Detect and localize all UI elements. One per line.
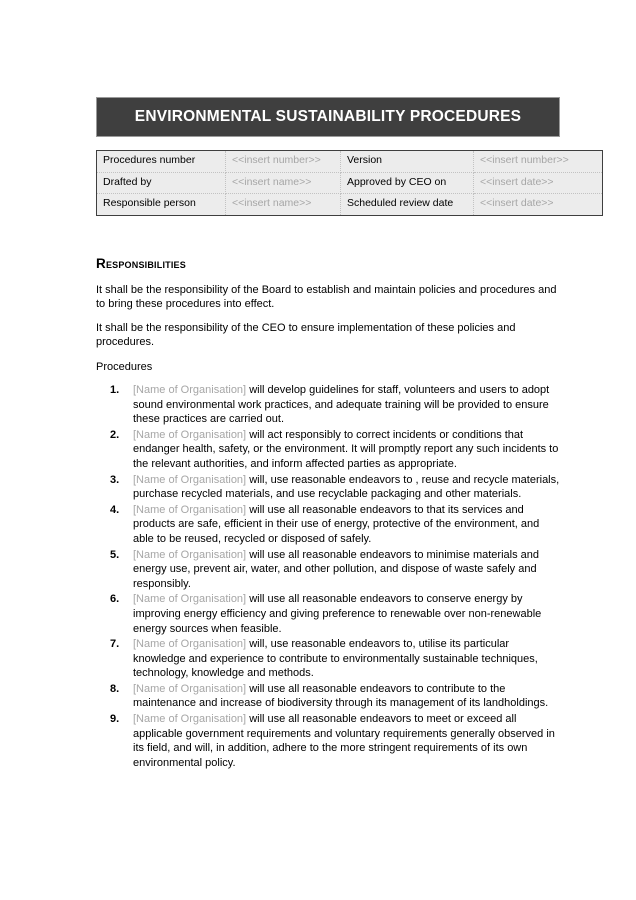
list-item (96, 712, 560, 770)
list-item (96, 428, 560, 472)
metadata-label-procedures-number: Procedures number (97, 151, 226, 173)
list-item (96, 592, 560, 636)
list-item-text: will use all reasonable endeavors to minimise materials and energy use, prevent air, water, and other pollution, and dispose of waste safely and responsibly. (133, 548, 539, 590)
procedures-list (96, 383, 560, 770)
list-item-number: 7. (110, 638, 120, 651)
list-item-text: will use all reasonable endeavors to contribute to the maintenance and increase of biodiversity through its management of its landholdings. (133, 682, 549, 710)
list-item (96, 473, 560, 502)
metadata-value-drafted-by: <<insert name>> (226, 172, 341, 194)
list-item-text: will use all reasonable endeavors to that its services and products are safe, efficient in their use of energy, protective of the environment, and able to be reused, recycled or disposed of safely. (133, 503, 540, 545)
organisation-placeholder: [Name of Organisation] (133, 593, 247, 606)
list-item-number: 8. (110, 682, 120, 695)
list-item (96, 548, 560, 592)
table-row (97, 151, 603, 173)
metadata-table-body (97, 151, 603, 216)
list-item-number: 5. (110, 548, 120, 561)
metadata-label-scheduled-review-date: Scheduled review date (341, 194, 474, 216)
list-item (96, 503, 560, 547)
list-item-text: will, use reasonable endeavors to , reuse and recycle materials, purchase recycled materials, and use recyclable packaging and other materials. (133, 473, 560, 501)
list-item (96, 637, 560, 681)
organisation-placeholder: [Name of Organisation] (133, 384, 247, 396)
list-item-number: 4. (110, 503, 120, 516)
table-row (97, 172, 603, 194)
procedures-label: Procedures (96, 360, 153, 373)
table-row (97, 194, 603, 216)
organisation-placeholder: [Name of Organisation] (133, 548, 247, 561)
document-content (96, 97, 569, 771)
list-item-text: will develop guidelines for staff, volunteers and users to adopt sound environmental work practices, and adequate training will be provided to ensure these practices are carried out. (133, 384, 550, 426)
list-item-text: will use all reasonable endeavors to conserve energy by improving energy efficiency and giving preference to renewable over non-renewable energy sources when feasible. (133, 593, 542, 635)
list-item-number: 2. (110, 428, 120, 441)
organisation-placeholder: [Name of Organisation] (133, 682, 247, 695)
responsibility-paragraph-board: It shall be the responsibility of the Board to establish and maintain policies and procedures and to bring these procedures into effect. (96, 283, 557, 310)
metadata-label-responsible-person: Responsible person (97, 194, 226, 216)
metadata-label-version: Version (341, 151, 474, 173)
organisation-placeholder: [Name of Organisation] (133, 503, 247, 516)
responsibility-paragraph-ceo: It shall be the responsibility of the CEO to ensure implementation of these policies and procedures. (96, 321, 516, 348)
list-item-number: 6. (110, 593, 120, 606)
metadata-label-approved-by-ceo: Approved by CEO on (341, 172, 474, 194)
organisation-placeholder: [Name of Organisation] (133, 473, 247, 486)
organisation-placeholder: [Name of Organisation] (133, 638, 247, 651)
list-item-text: will act responsibly to correct incidents or conditions that endanger health, safety, or the environment. It will promptly report any such incidents to the relevant authorities, and inform affected parties as appropriate. (133, 428, 559, 470)
metadata-value-version: <<insert number>> (474, 151, 603, 173)
list-item-number: 3. (110, 473, 120, 486)
section-heading-responsibilities: Responsibilities (96, 255, 186, 271)
list-item-number: 1. (110, 384, 120, 396)
document-metadata-table (96, 150, 603, 216)
page-title: ENVIRONMENTAL SUSTAINABILITY PROCEDURES (134, 108, 522, 125)
metadata-value-approved-by-ceo: <<insert date>> (474, 172, 603, 194)
list-item-number: 9. (110, 713, 120, 726)
organisation-placeholder: [Name of Organisation] (133, 713, 247, 726)
organisation-placeholder: [Name of Organisation] (133, 428, 247, 441)
list-item-text: will, use reasonable endeavors to, utilise its particular knowledge and experience to contribute to environmentally sustainable techniques, technology, knowledge and methods. (133, 638, 538, 680)
metadata-label-drafted-by: Drafted by (97, 172, 226, 194)
list-item (96, 383, 560, 427)
list-item-text: will use all reasonable endeavors to meet or exceed all applicable government requirements and voluntary requirements generally observed in its field, and will, in addition, adhere to the more stringent requirements of its own environmental policy. (133, 713, 555, 769)
metadata-value-responsible-person: <<insert name>> (226, 194, 341, 216)
list-item (96, 682, 560, 711)
metadata-value-procedures-number: <<insert number>> (226, 151, 341, 173)
document-title-banner (96, 97, 560, 137)
metadata-value-scheduled-review-date: <<insert date>> (480, 197, 554, 209)
